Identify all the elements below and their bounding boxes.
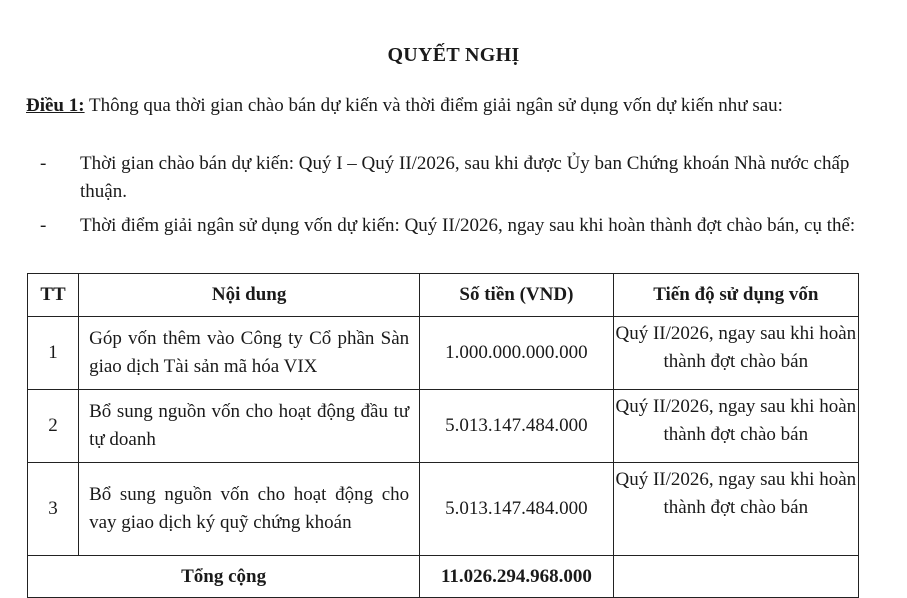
total-label: Tổng cộng xyxy=(28,556,420,598)
row-amount: 1.000.000.000.000 xyxy=(420,317,613,390)
row-tt: 1 xyxy=(28,317,79,390)
article-paragraph xyxy=(26,92,866,120)
row-amount: 5.013.147.484.000 xyxy=(420,463,613,556)
article-label: Điều 1: xyxy=(26,95,85,116)
row-progress: Quý II/2026, ngay sau khi hoàn thành đợt chào bán xyxy=(613,463,858,556)
bullet-dash: - xyxy=(40,153,47,174)
capital-usage-table xyxy=(27,273,859,598)
bullet-dash: - xyxy=(40,215,47,236)
table-row xyxy=(28,317,859,390)
row-content: Bổ sung nguồn vốn cho hoạt động đầu tư tự doanh xyxy=(79,390,420,463)
row-content: Bổ sung nguồn vốn cho hoạt động cho vay giao dịch ký quỹ chứng khoán xyxy=(79,463,420,556)
row-tt: 2 xyxy=(28,390,79,463)
table-total-row xyxy=(28,556,859,598)
table-row xyxy=(28,463,859,556)
bullet-text: Thời điểm giải ngân sử dụng vốn dự kiến: Quý II/2026, ngay sau khi hoàn thành đợt chào bán, cụ thể: xyxy=(80,215,856,236)
total-progress xyxy=(613,556,858,598)
bullet-text: Thời gian chào bán dự kiến: Quý I – Quý II/2026, sau khi được Ủy ban Chứng khoán Nhà nước chấp thuận. xyxy=(80,153,850,202)
row-amount: 5.013.147.484.000 xyxy=(420,390,613,463)
header-amount: Số tiền (VND) xyxy=(420,274,613,317)
row-progress: Quý II/2026, ngay sau khi hoàn thành đợt chào bán xyxy=(613,390,858,463)
total-amount: 11.026.294.968.000 xyxy=(420,556,613,598)
row-content: Góp vốn thêm vào Công ty Cổ phần Sàn giao dịch Tài sản mã hóa VIX xyxy=(79,317,420,390)
row-tt: 3 xyxy=(28,463,79,556)
document-title: QUYẾT NGHỊ xyxy=(387,44,520,66)
table-row xyxy=(28,390,859,463)
table-header-row xyxy=(28,274,859,317)
article-text: Thông qua thời gian chào bán dự kiến và thời điểm giải ngân sử dụng vốn dự kiến như sau: xyxy=(84,95,783,116)
header-content: Nội dung xyxy=(79,274,420,317)
header-tt: TT xyxy=(28,274,79,317)
header-progress: Tiến độ sử dụng vốn xyxy=(613,274,858,317)
row-progress: Quý II/2026, ngay sau khi hoàn thành đợt chào bán xyxy=(613,317,858,390)
